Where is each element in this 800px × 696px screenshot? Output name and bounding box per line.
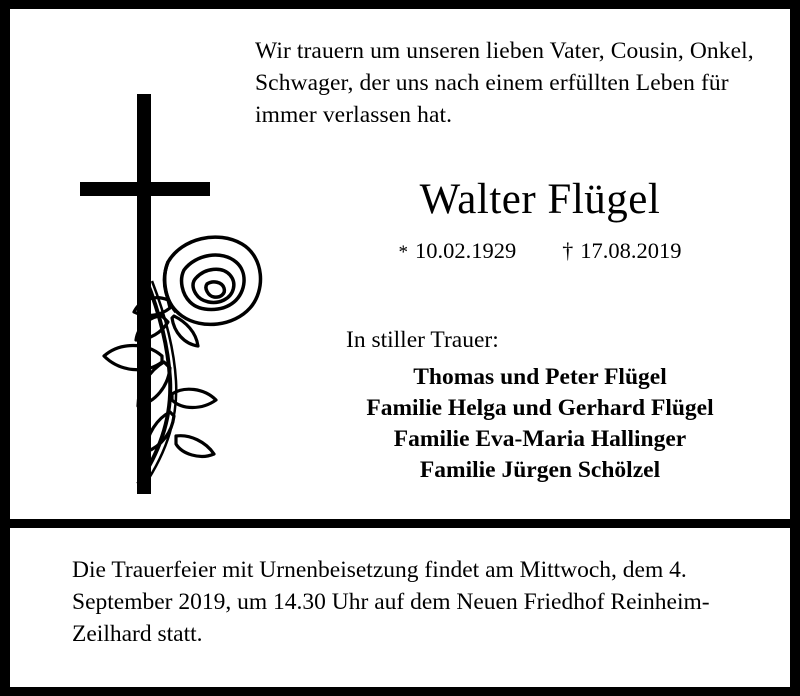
section-divider [10,519,790,528]
death-date [562,237,681,265]
deceased-name: Walter Flügel [419,176,661,223]
birth-date-value: 10.02.1929 [415,238,517,263]
list-item: Familie Jürgen Schölzel [419,457,661,483]
cross-icon: † [562,238,574,263]
mourners-list [340,362,740,486]
cross-with-rose-icon [50,94,270,504]
intro-paragraph: Wir trauern um unseren lieben Vater, Cousin, Onkel, Schwager, der uns nach einem erfüllten Leben für immer verlassen hat. [255,38,754,128]
list-item: Familie Eva-Maria Hallinger [393,426,687,452]
funeral-details-paragraph: Die Trauerfeier mit Urnenbeisetzung findet am Mittwoch, dem 4. September 2019, um 14.30 Uhr auf dem Neuen Friedhof Reinheim-Zeilhard statt. [72,557,710,647]
death-date-value: 17.08.2019 [580,238,682,263]
birth-date [399,237,517,265]
mourners-block [340,324,760,486]
asterisk-icon: * [398,242,408,263]
mourners-lead: In stiller Trauer: [346,327,499,353]
list-item: Familie Helga und Gerhard Flügel [366,395,714,421]
life-dates [340,237,740,265]
obituary-card [10,9,790,687]
list-item: Thomas und Peter Flügel [413,364,667,390]
